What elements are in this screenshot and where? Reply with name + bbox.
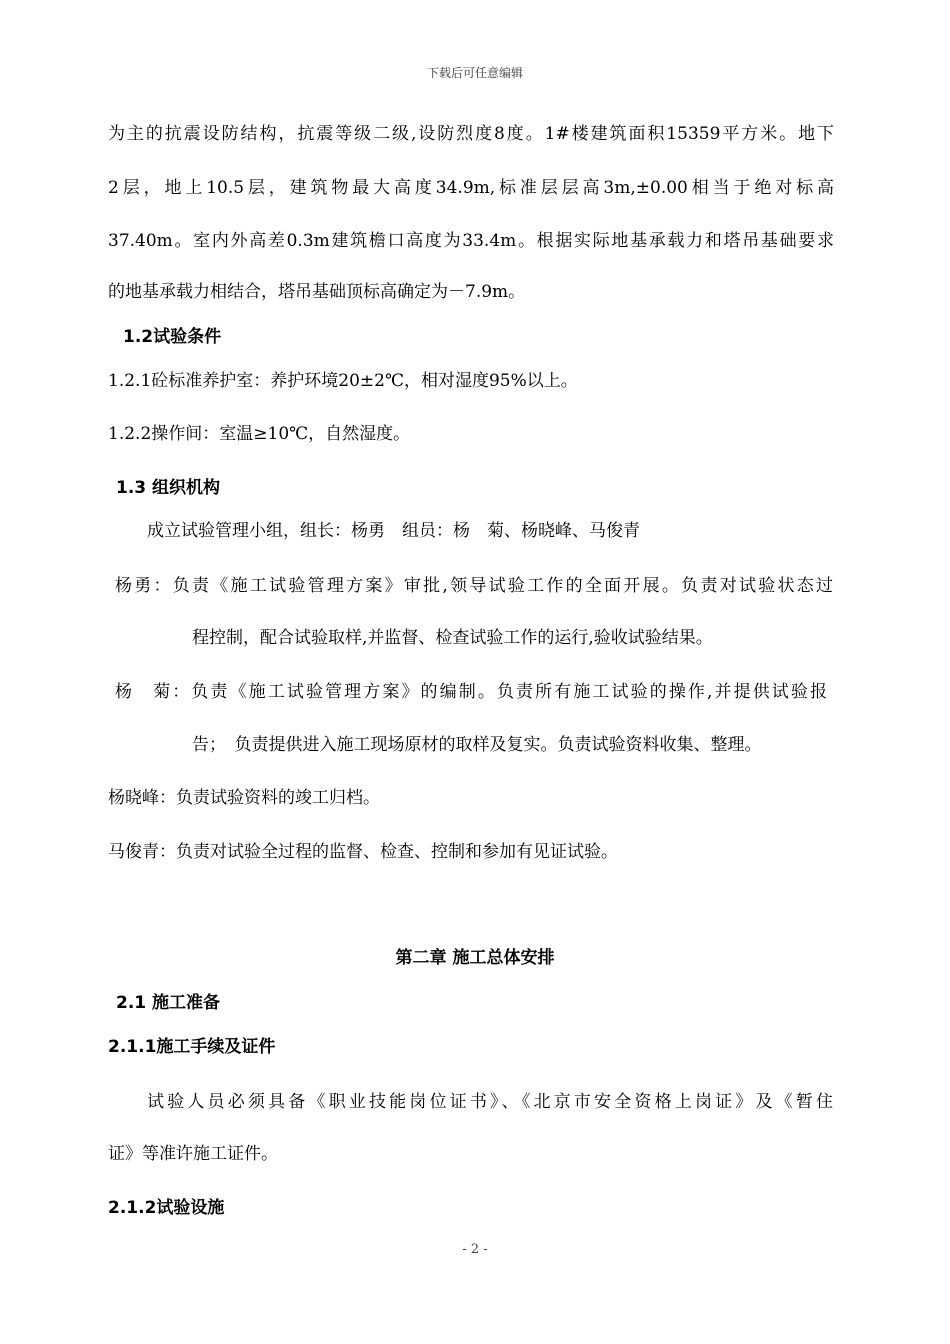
section-heading: 1.3 组织机构	[116, 478, 221, 498]
paragraph-line: 告； 负责提供进入施工现场原材的取样及复实。负责试验资料收集、整理。	[192, 735, 762, 755]
paragraph-line: 1.2.2操作间：室温≥10℃，自然湿度。	[108, 424, 411, 444]
paragraph-line: 为主的抗震设防结构，抗震等级二级,设防烈度8度。1#楼建筑面积15359平方米。地下	[108, 124, 834, 144]
paragraph-line: 杨勇：负责《施工试验管理方案》审批,领导试验工作的全面开展。负责对试验状态过	[115, 576, 833, 596]
section-heading: 2.1.2试验设施	[108, 1198, 225, 1218]
paragraph-line: 2层，地上10.5层，建筑物最大高度34.9m,标准层层高3m,±0.00相当于绝对标高	[108, 178, 834, 198]
paragraph-line: 试验人员必须具备《职业技能岗位证书》、《北京市安全资格上岗证》及《暂住	[147, 1092, 833, 1112]
page-header: 下载后可任意编辑	[426, 66, 523, 80]
paragraph-line: 成立试验管理小组，组长：杨勇 组员：杨 菊、杨晓峰、马俊青	[147, 521, 640, 541]
paragraph-line: 杨 菊：负责《施工试验管理方案》的编制。负责所有施工试验的操作,并提供试验报	[115, 682, 827, 702]
page-number: - 2 -	[462, 1242, 488, 1257]
paragraph-line: 证》等准许施工证件。	[108, 1144, 278, 1164]
paragraph-line: 1.2.1砼标准养护室：养护环境20±2℃，相对湿度95%以上。	[108, 371, 578, 391]
chapter-title: 第二章 施工总体安排	[395, 948, 555, 968]
section-heading: 2.1 施工准备	[116, 993, 221, 1013]
paragraph-line: 的地基承载力相结合，塔吊基础顶标高确定为－7.9m。	[108, 282, 526, 302]
paragraph-line: 37.40m。室内外高差0.3m建筑檐口高度为33.4m。根据实际地基承载力和塔吊基础要求	[108, 231, 834, 251]
paragraph-line: 杨晓峰：负责试验资料的竣工归档。	[108, 788, 380, 808]
paragraph-line: 程控制，配合试验取样,并监督、检查试验工作的运行,验收试验结果。	[192, 628, 713, 648]
paragraph-line: 马俊青：负责对试验全过程的监督、检查、控制和参加有见证试验。	[108, 842, 618, 862]
section-heading: 2.1.1施工手续及证件	[108, 1037, 276, 1057]
section-heading: 1.2试验条件	[123, 327, 222, 347]
